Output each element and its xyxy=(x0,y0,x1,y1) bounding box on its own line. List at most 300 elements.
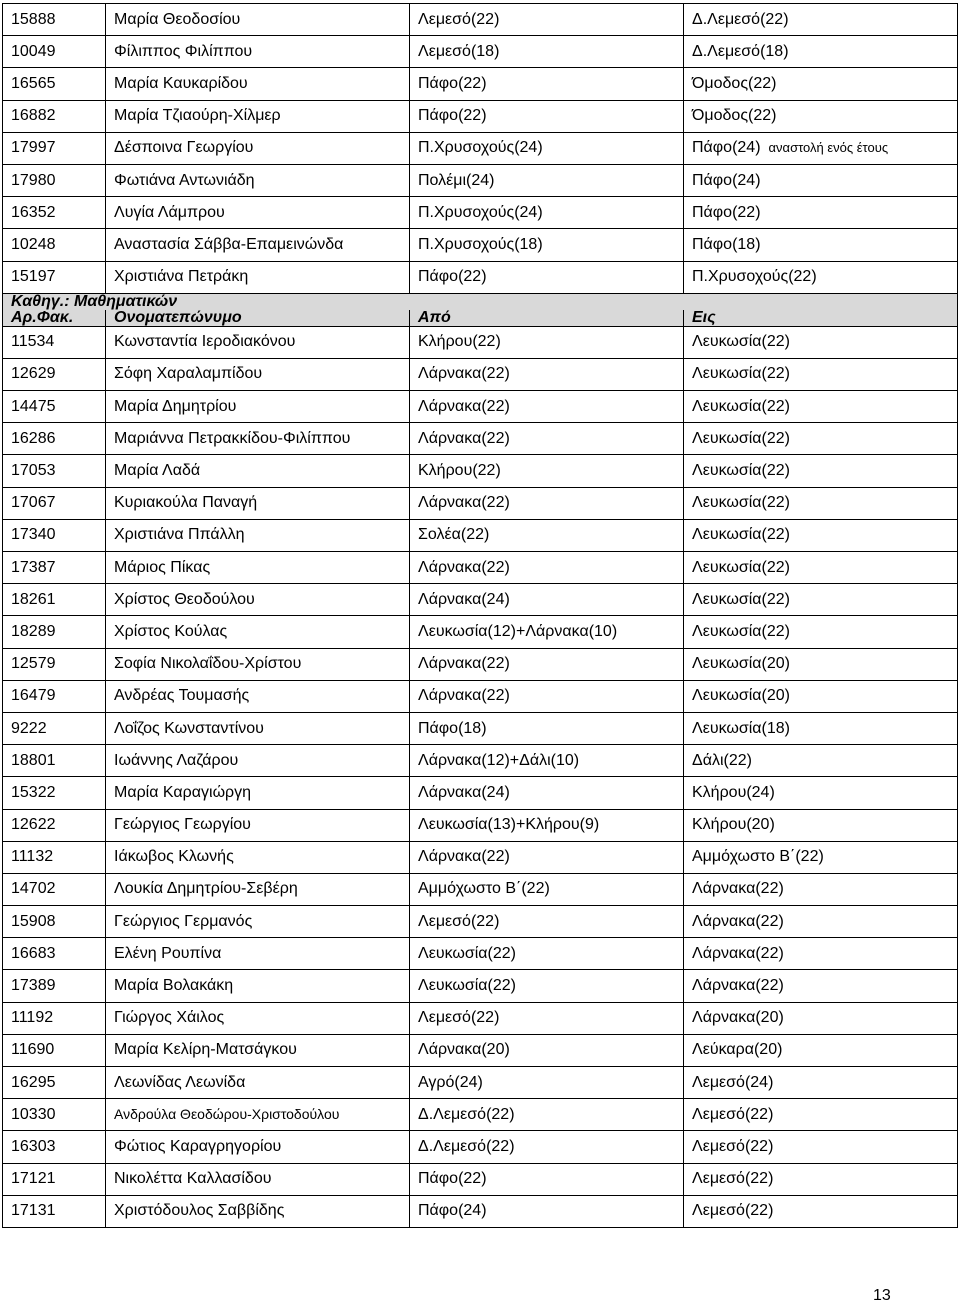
row-name-text: Σόφη Χαραλαμπίδου xyxy=(114,365,263,383)
row-from-text: Αμμόχωστο Β΄(22) xyxy=(418,880,550,898)
row-id-text: 14702 xyxy=(11,880,56,898)
table-row xyxy=(3,391,958,423)
row-name xyxy=(106,4,410,36)
row-name-text: Ανδρέας Τουμασής xyxy=(114,687,250,705)
row-to-text: Λευκωσία(20) xyxy=(692,655,790,673)
row-to-text: Λάρνακα(22) xyxy=(692,880,784,898)
row-name-text: Λουκία Δημητρίου-Σεβέρη xyxy=(114,880,298,898)
row-to-text: Κλήρου(20) xyxy=(692,816,775,834)
row-note: αναστολή ενός έτους xyxy=(768,140,889,156)
row-to xyxy=(684,391,958,423)
row-to xyxy=(684,358,958,390)
table-row xyxy=(3,648,958,680)
table-row xyxy=(3,873,958,905)
row-to-text: Λεμεσό(22) xyxy=(692,1137,774,1155)
row-id-text: 11132 xyxy=(11,848,54,866)
row-to-text: Λεμεσό(22) xyxy=(692,1105,774,1123)
row-id xyxy=(3,938,106,970)
row-name-text: Ελένη Ρουπίνα xyxy=(114,944,222,962)
row-id-text: 18801 xyxy=(11,751,56,769)
row-to xyxy=(684,584,958,616)
row-id xyxy=(3,745,106,777)
row-id-text: 16303 xyxy=(11,1137,56,1155)
table-row xyxy=(3,745,958,777)
row-to-text: Λευκωσία(22) xyxy=(692,365,790,383)
row-id-text: 16565 xyxy=(11,74,56,92)
row-id-text: 10248 xyxy=(11,235,56,253)
row-id-text: 17980 xyxy=(11,171,56,189)
transfer-table xyxy=(2,3,958,1228)
row-to-text: Λευκωσία(22) xyxy=(692,622,790,640)
row-from-text: Λεμεσό(22) xyxy=(418,912,500,930)
row-from xyxy=(410,1067,684,1099)
table-row xyxy=(3,519,958,551)
row-from xyxy=(410,68,684,100)
row-id xyxy=(3,841,106,873)
table-row xyxy=(3,616,958,648)
row-from xyxy=(410,197,684,229)
row-name-text: Χρίστος Κούλας xyxy=(114,622,228,640)
row-from xyxy=(410,680,684,712)
table-row xyxy=(3,132,958,164)
row-name xyxy=(106,680,410,712)
table-row xyxy=(3,584,958,616)
row-to xyxy=(684,841,958,873)
row-id-text: 16683 xyxy=(11,944,56,962)
row-from xyxy=(410,906,684,938)
row-from xyxy=(410,616,684,648)
row-name-text: Ιάκωβος Κλωνής xyxy=(114,848,234,866)
row-id xyxy=(3,970,106,1002)
row-from-text: Δ.Λεμεσό(22) xyxy=(418,1105,515,1123)
row-from-text: Λάρνακα(20) xyxy=(418,1041,510,1059)
row-to xyxy=(684,519,958,551)
row-name xyxy=(106,552,410,584)
row-from xyxy=(410,873,684,905)
row-id-text: 12579 xyxy=(11,655,56,673)
row-to xyxy=(684,906,958,938)
table-row xyxy=(3,1131,958,1163)
row-from-text: Πάφο(22) xyxy=(418,74,487,92)
row-id xyxy=(3,229,106,261)
row-name-text: Μαρία Λαδά xyxy=(114,462,201,480)
row-from xyxy=(410,164,684,196)
row-to xyxy=(684,680,958,712)
row-from xyxy=(410,326,684,358)
row-name-text: Κυριακούλα Παναγή xyxy=(114,494,258,512)
row-to xyxy=(684,616,958,648)
header-id: Αρ.Φακ. xyxy=(3,310,106,327)
table-row xyxy=(3,4,958,36)
row-name xyxy=(106,455,410,487)
row-from-text: Πολέμι(24) xyxy=(418,171,495,189)
row-id-text: 18261 xyxy=(11,590,56,608)
row-name-text: Μαρία Καραγιώργη xyxy=(114,783,252,801)
row-to xyxy=(684,100,958,132)
row-from xyxy=(410,229,684,261)
row-id-text: 18289 xyxy=(11,622,56,640)
row-name xyxy=(106,487,410,519)
row-id xyxy=(3,1131,106,1163)
row-from-text: Λευκωσία(22) xyxy=(418,977,516,995)
row-id-text: 9222 xyxy=(11,719,47,737)
row-to-text: Λευκωσία(22) xyxy=(692,462,790,480)
row-from-text: Λάρνακα(24) xyxy=(418,590,510,608)
row-id-text: 15888 xyxy=(11,10,56,28)
row-from xyxy=(410,745,684,777)
row-name xyxy=(106,745,410,777)
row-id-text: 10330 xyxy=(11,1105,56,1123)
row-to xyxy=(684,1002,958,1034)
row-from-text: Λάρνακα(12)+Δάλι(10) xyxy=(418,751,580,769)
row-to xyxy=(684,970,958,1002)
row-name-text: Χριστιάνα Ππάλλη xyxy=(114,526,245,544)
row-name xyxy=(106,906,410,938)
row-from-text: Π.Χρυσοχούς(18) xyxy=(418,235,543,253)
row-id xyxy=(3,391,106,423)
row-id-text: 11534 xyxy=(11,333,55,351)
row-id-text: 12622 xyxy=(11,816,56,834)
row-name-text: Χρίστος Θεοδούλου xyxy=(114,590,255,608)
row-name xyxy=(106,938,410,970)
row-from xyxy=(410,423,684,455)
row-id xyxy=(3,4,106,36)
table-row xyxy=(3,1099,958,1131)
row-id xyxy=(3,712,106,744)
table-row xyxy=(3,906,958,938)
row-to xyxy=(684,712,958,744)
row-to xyxy=(684,326,958,358)
row-id xyxy=(3,1163,106,1195)
row-id-text: 17387 xyxy=(11,558,56,576)
row-id xyxy=(3,358,106,390)
row-id xyxy=(3,809,106,841)
row-name-text: Μαρία Θεοδοσίου xyxy=(114,10,241,28)
row-id xyxy=(3,777,106,809)
row-to xyxy=(684,132,958,164)
table-row xyxy=(3,712,958,744)
row-id-text: 14475 xyxy=(11,397,56,415)
row-to-text: Λευκωσία(22) xyxy=(692,558,790,576)
row-to-text: Όμοδος(22) xyxy=(692,74,777,92)
row-name xyxy=(106,1034,410,1066)
row-from-text: Λεμεσό(18) xyxy=(418,42,500,60)
row-from-text: Λάρνακα(22) xyxy=(418,848,510,866)
row-to-text: Λεμεσό(22) xyxy=(692,1170,774,1188)
row-id-text: 17131 xyxy=(11,1202,56,1220)
table-row xyxy=(3,938,958,970)
row-name-text: Μαρία Κελίρη-Ματσάγκου xyxy=(114,1041,297,1059)
row-name xyxy=(106,229,410,261)
row-to xyxy=(684,1034,958,1066)
row-from xyxy=(410,487,684,519)
row-name-text: Ανδρούλα Θεοδώρου-Χριστοδούλου xyxy=(114,1106,340,1123)
row-from xyxy=(410,4,684,36)
row-to xyxy=(684,1195,958,1227)
row-to-text: Αμμόχωστο Β΄(22) xyxy=(692,848,824,866)
row-from-text: Λεμεσό(22) xyxy=(418,10,500,28)
row-id-text: 17389 xyxy=(11,977,56,995)
row-from xyxy=(410,648,684,680)
table-row xyxy=(3,36,958,68)
row-to-text: Πάφο(24) xyxy=(692,171,761,189)
row-name xyxy=(106,519,410,551)
row-id xyxy=(3,68,106,100)
row-id xyxy=(3,1067,106,1099)
transfer-table-sheet xyxy=(2,3,957,1228)
row-to-text: Λεύκαρα(20) xyxy=(692,1041,783,1059)
row-to-text: Πάφο(18) xyxy=(692,235,761,253)
row-id-text: 16479 xyxy=(11,687,56,705)
row-id xyxy=(3,423,106,455)
row-from-text: Π.Χρυσοχούς(24) xyxy=(418,139,543,157)
row-name-text: Φίλιππος Φιλίππου xyxy=(114,42,253,60)
table-row xyxy=(3,229,958,261)
table-row xyxy=(3,1034,958,1066)
row-to xyxy=(684,261,958,293)
row-from xyxy=(410,519,684,551)
row-to xyxy=(684,873,958,905)
row-name xyxy=(106,841,410,873)
row-from xyxy=(410,36,684,68)
row-id-text: 17340 xyxy=(11,526,56,544)
row-name-text: Μάριος Πίκας xyxy=(114,558,211,576)
row-to-text: Λευκωσία(22) xyxy=(692,590,790,608)
row-id xyxy=(3,1099,106,1131)
row-from-text: Λάρνακα(22) xyxy=(418,494,510,512)
row-name-text: Ιωάννης Λαζάρου xyxy=(114,751,239,769)
table-row xyxy=(3,455,958,487)
row-name-text: Χριστόδουλος Σαββίδης xyxy=(114,1202,285,1220)
row-from xyxy=(410,552,684,584)
row-to-text: Λάρνακα(22) xyxy=(692,912,784,930)
row-from xyxy=(410,1099,684,1131)
row-id-text: 17053 xyxy=(11,462,56,480)
row-name xyxy=(106,132,410,164)
row-to xyxy=(684,423,958,455)
row-name-text: Αναστασία Σάββα-Επαμεινώνδα xyxy=(114,235,344,253)
row-id xyxy=(3,873,106,905)
row-to xyxy=(684,164,958,196)
row-id xyxy=(3,132,106,164)
row-from-text: Λάρνακα(22) xyxy=(418,558,510,576)
row-name-text: Μαρία Τζιαούρη-Χίλμερ xyxy=(114,107,281,125)
row-id-text: 11690 xyxy=(11,1041,55,1059)
row-to-text: Λάρνακα(22) xyxy=(692,944,784,962)
row-to xyxy=(684,68,958,100)
row-from xyxy=(410,132,684,164)
row-name-text: Δέσποινα Γεωργίου xyxy=(114,139,254,157)
row-from-text: Κλήρου(22) xyxy=(418,462,501,480)
row-name xyxy=(106,648,410,680)
row-from xyxy=(410,391,684,423)
row-id-text: 16352 xyxy=(11,203,56,221)
row-to-text: Λάρνακα(22) xyxy=(692,977,784,995)
table-row xyxy=(3,970,958,1002)
table-row xyxy=(3,841,958,873)
row-to-text: Λευκωσία(22) xyxy=(692,526,790,544)
row-to-text: Κλήρου(24) xyxy=(692,783,775,801)
row-name xyxy=(106,36,410,68)
row-name xyxy=(106,1195,410,1227)
row-from xyxy=(410,970,684,1002)
row-to-text: Λάρνακα(20) xyxy=(692,1009,784,1027)
table-row xyxy=(3,1195,958,1227)
row-from xyxy=(410,938,684,970)
row-name xyxy=(106,391,410,423)
row-from xyxy=(410,584,684,616)
row-id-text: 15908 xyxy=(11,912,56,930)
row-from-text: Λάρνακα(24) xyxy=(418,783,510,801)
row-id-text: 10049 xyxy=(11,42,56,60)
row-name xyxy=(106,358,410,390)
upper-rows xyxy=(3,4,958,294)
page-number: 13 xyxy=(873,1287,891,1304)
table-row xyxy=(3,423,958,455)
row-id xyxy=(3,1002,106,1034)
row-to xyxy=(684,552,958,584)
row-name xyxy=(106,1002,410,1034)
category-section xyxy=(3,293,958,326)
table-row xyxy=(3,261,958,293)
table-row xyxy=(3,552,958,584)
row-id-text: 16882 xyxy=(11,107,56,125)
row-name-text: Νικολέττα Καλλασίδου xyxy=(114,1170,272,1188)
row-from-text: Σολέα(22) xyxy=(418,526,490,544)
row-id-text: 16295 xyxy=(11,1073,56,1091)
row-name-text: Λυγία Λάμπρου xyxy=(114,203,225,221)
row-from-text: Πάφο(22) xyxy=(418,107,487,125)
table-row xyxy=(3,100,958,132)
table-row xyxy=(3,68,958,100)
table-row xyxy=(3,680,958,712)
row-name xyxy=(106,164,410,196)
row-name-text: Γιώργος Χάιλος xyxy=(114,1009,225,1027)
row-to-text: Πάφο(22) xyxy=(692,203,761,221)
table-row xyxy=(3,809,958,841)
row-to xyxy=(684,1131,958,1163)
row-to-text: Δ.Λεμεσό(22) xyxy=(692,10,789,28)
row-from-text: Κλήρου(22) xyxy=(418,333,501,351)
row-name-text: Μαρία Καυκαρίδου xyxy=(114,74,248,92)
row-id xyxy=(3,455,106,487)
row-id-text: 15197 xyxy=(11,268,56,286)
row-from xyxy=(410,777,684,809)
row-to xyxy=(684,648,958,680)
row-id-text: 11192 xyxy=(11,1009,54,1027)
row-to-text: Λεμεσό(22) xyxy=(692,1202,774,1220)
row-id xyxy=(3,1034,106,1066)
row-to xyxy=(684,745,958,777)
row-id xyxy=(3,100,106,132)
row-id-text: 17997 xyxy=(11,139,56,157)
row-id-text: 17067 xyxy=(11,494,56,512)
table-row xyxy=(3,1163,958,1195)
table-row xyxy=(3,487,958,519)
header-row xyxy=(3,310,958,327)
row-from xyxy=(410,1002,684,1034)
row-name xyxy=(106,809,410,841)
row-from xyxy=(410,1163,684,1195)
row-to-text: Πάφο(24) xyxy=(692,139,761,157)
row-id xyxy=(3,680,106,712)
row-id xyxy=(3,487,106,519)
row-name-text: Φωτιάνα Αντωνιάδη xyxy=(114,171,255,189)
row-from xyxy=(410,1034,684,1066)
row-id xyxy=(3,519,106,551)
row-from-text: Λευκωσία(12)+Λάρνακα(10) xyxy=(418,622,618,640)
row-to-text: Λευκωσία(20) xyxy=(692,687,790,705)
row-to-text: Λευκωσία(22) xyxy=(692,494,790,512)
row-name-text: Λεωνίδας Λεωνίδα xyxy=(114,1073,246,1091)
row-to xyxy=(684,1163,958,1195)
row-to-text: Π.Χρυσοχούς(22) xyxy=(692,268,817,286)
row-from-text: Λάρνακα(22) xyxy=(418,655,510,673)
row-id xyxy=(3,648,106,680)
row-from xyxy=(410,841,684,873)
row-to xyxy=(684,4,958,36)
row-from-text: Λάρνακα(22) xyxy=(418,397,510,415)
row-name xyxy=(106,777,410,809)
row-id xyxy=(3,616,106,648)
header-name: Ονοματεπώνυμο xyxy=(106,310,410,327)
row-name-text: Λοΐζος Κωνσταντίνου xyxy=(114,719,264,737)
row-to-text: Λευκωσία(22) xyxy=(692,429,790,447)
category-row xyxy=(3,293,958,310)
row-name-text: Κωνσταντία Ιεροδιακόνου xyxy=(114,333,296,351)
header-to: Εις xyxy=(684,310,958,327)
row-id xyxy=(3,552,106,584)
row-name xyxy=(106,1099,410,1131)
category-title: Καθηγ.: Μαθηματικών xyxy=(3,293,958,310)
row-to-text: Λεμεσό(24) xyxy=(692,1073,774,1091)
table-row xyxy=(3,197,958,229)
row-name-text: Μαρία Βολακάκη xyxy=(114,977,234,995)
row-to xyxy=(684,197,958,229)
row-name xyxy=(106,1067,410,1099)
row-name xyxy=(106,423,410,455)
row-from-text: Λάρνακα(22) xyxy=(418,429,510,447)
row-id-text: 17121 xyxy=(11,1170,56,1188)
row-to-text: Δάλι(22) xyxy=(692,751,752,769)
row-name xyxy=(106,873,410,905)
row-name xyxy=(106,197,410,229)
row-from-text: Πάφο(24) xyxy=(418,1202,487,1220)
row-id xyxy=(3,326,106,358)
row-from xyxy=(410,1195,684,1227)
row-id xyxy=(3,36,106,68)
row-name xyxy=(106,1163,410,1195)
table-row xyxy=(3,1002,958,1034)
row-from xyxy=(410,455,684,487)
row-name xyxy=(106,616,410,648)
row-name xyxy=(106,261,410,293)
row-to xyxy=(684,809,958,841)
row-from xyxy=(410,358,684,390)
row-from-text: Λεμεσό(22) xyxy=(418,1009,500,1027)
row-from-text: Λάρνακα(22) xyxy=(418,687,510,705)
row-id xyxy=(3,906,106,938)
lower-rows xyxy=(3,326,958,1227)
row-id-text: 15322 xyxy=(11,783,56,801)
row-to xyxy=(684,455,958,487)
row-from-text: Αγρό(24) xyxy=(418,1073,483,1091)
row-name xyxy=(106,1131,410,1163)
row-to xyxy=(684,36,958,68)
row-id xyxy=(3,164,106,196)
row-to-text: Λευκωσία(18) xyxy=(692,719,790,737)
row-name-text: Γεώργιος Γεωργίου xyxy=(114,816,251,834)
